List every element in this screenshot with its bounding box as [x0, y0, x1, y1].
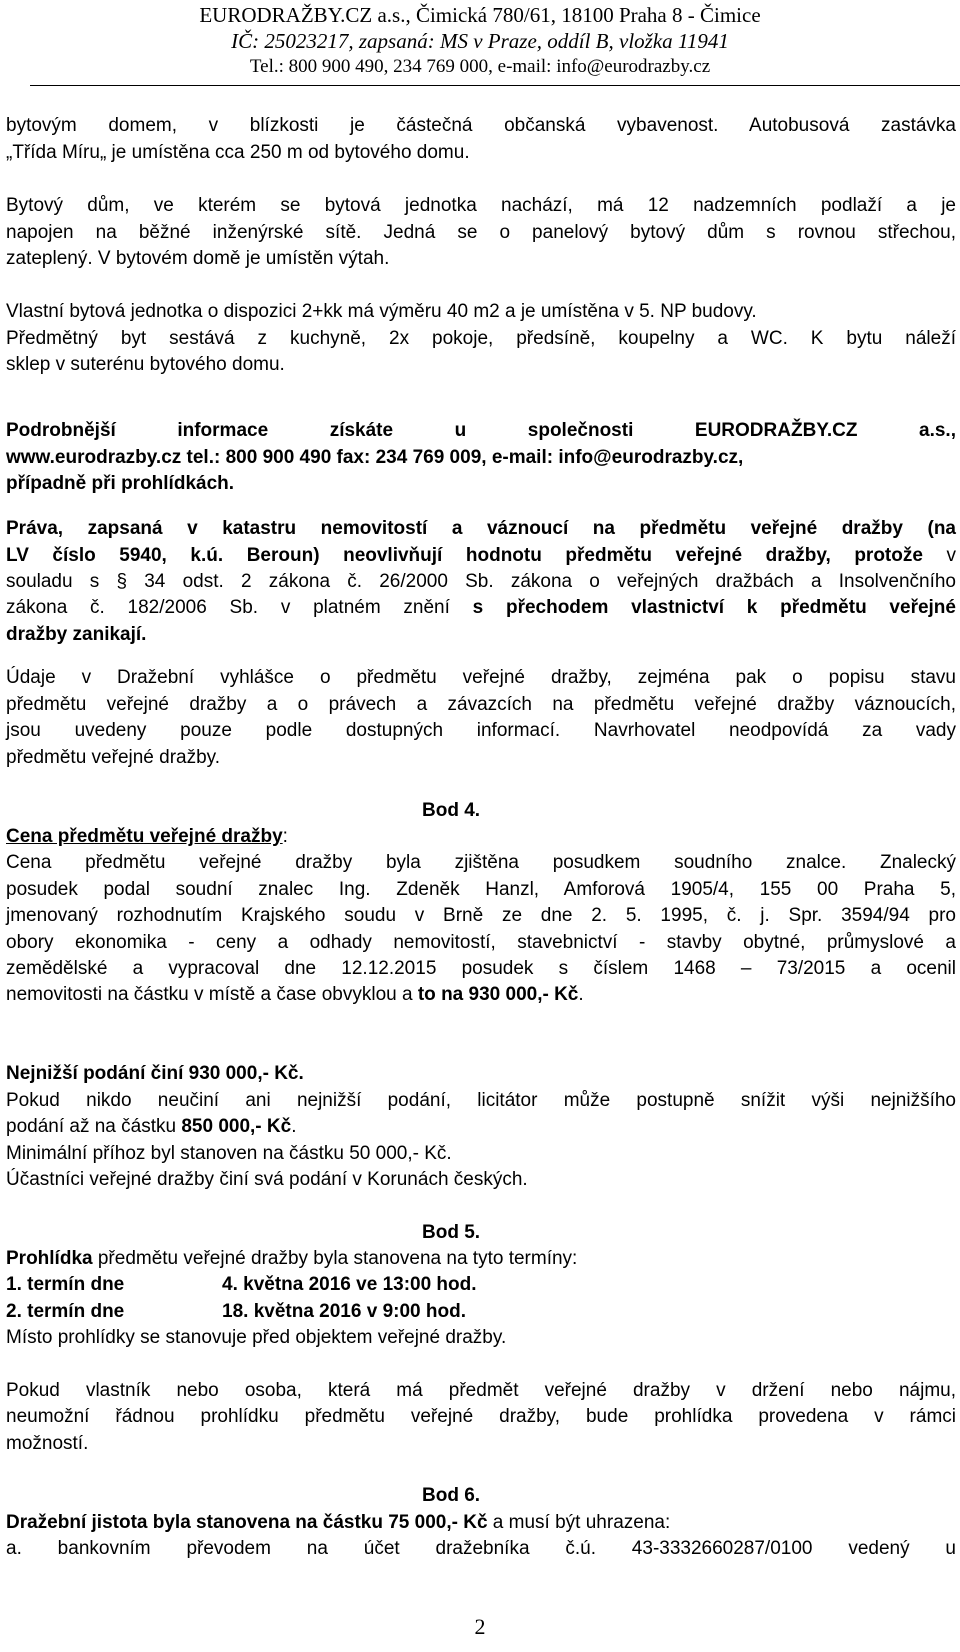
paragraph-access-line: Pokud vlastník nebo osoba, která má předmět veřejné dražby v držení nebo nájmu,	[6, 1380, 956, 1401]
deposit-text: a musí být uhrazena:	[487, 1512, 671, 1533]
rights-bold-text: LV číslo 5940, k.ú. Beroun) neovlivňují hodnotu předmětu veřejné dražby, protože	[6, 545, 923, 566]
paragraph-disclaimer-line: předmětu veřejné dražby a o právech a závazcích na předmětu veřejné dražby váznoucích,	[6, 694, 956, 715]
paragraph-rights-line: dražby zanikají.	[6, 624, 147, 645]
price-amount: to na 930 000,- Kč	[417, 984, 579, 1005]
paragraph-bid-line: Účastníci veřejné dražby činí svá podání v Korunách českých.	[6, 1169, 528, 1190]
price-text: .	[578, 984, 584, 1005]
price-title: Cena předmětu veřejné dražby	[6, 826, 283, 847]
paragraph-bid-line	[6, 1114, 956, 1141]
section-title-price	[6, 824, 956, 851]
paragraph-unit-line: sklep v suterénu bytového domu.	[6, 354, 285, 375]
inspection-label: Prohlídka	[6, 1248, 93, 1269]
paragraph-price-line: posudek podal soudní znalec Ing. Zdeněk Hanzl, Amforová 1905/4, 155 00 Praha 5,	[6, 879, 956, 900]
paragraph-price-line: obory ekonomika - ceny a odhady nemovitostí, stavebnictví - stavby obytné, průmyslové a	[6, 932, 956, 953]
bid-amount: 850 000,- Kč	[181, 1116, 292, 1137]
section-heading-bod-6: Bod 6.	[422, 1485, 481, 1506]
rights-text: v	[922, 545, 957, 566]
paragraph-access-line: možností.	[6, 1433, 89, 1454]
paragraph-price-line: jmenovaný rozhodnutím Krajského soudu v Brně ze dne 2. 5. 1995, č. j. Spr. 3594/94 pro	[6, 905, 956, 926]
paragraph-bid-line: Pokud nikdo neučiní ani nejnižší podání, licitátor může postupně snížit výši nejnižšího	[6, 1090, 956, 1111]
price-title-colon: :	[282, 826, 288, 847]
section-heading-bod-4: Bod 4.	[422, 800, 481, 821]
paragraph-price-line: Cena předmětu veřejné dražby byla zjištěna posudkem soudního znalce. Znalecký	[6, 852, 956, 873]
inspection-text: předmětu veřejné dražby byla stanovena na tyto termíny:	[92, 1248, 578, 1269]
page-number: 2	[474, 1614, 486, 1639]
header-divider	[30, 85, 960, 86]
paragraph-disclaimer-line: jsou uvedeny pouze podle dostupných informací. Navrhovatel neodpovídá za vady	[6, 720, 956, 741]
paragraph-price-line	[6, 982, 956, 1009]
letterhead-contact: Tel.: 800 900 490, 234 769 000, e-mail: info@eurodrazby.cz	[249, 56, 711, 77]
rights-text: zákona č. 182/2006 Sb. v platném znění	[6, 597, 473, 618]
bid-text: .	[291, 1116, 297, 1137]
paragraph-rights-line	[6, 595, 956, 622]
section-heading-bod-5: Bod 5.	[422, 1222, 481, 1243]
paragraph-unit-line: Předmětný byt sestává z kuchyně, 2x pokoje, předsíně, koupelny a WC. K bytu náleží	[6, 328, 956, 349]
price-text: nemovitosti na částku v místě a čase obvyklou a	[6, 984, 418, 1005]
letterhead-registration: IČ: 25023217, zapsaná: MS v Praze, oddíl B, vložka 11941	[231, 29, 729, 53]
paragraph-building-line: Bytový dům, ve kterém se bytová jednotka nachází, má 12 nadzemních podlaží a je	[6, 195, 956, 216]
term-1-label: 1. termín dne	[6, 1274, 125, 1295]
paragraph-price-line: zemědělské a vypracoval dne 12.12.2015 posudek s číslem 1468 – 73/2015 a ocenil	[6, 958, 956, 979]
lowest-bid-heading: Nejnižší podání činí 930 000,- Kč.	[6, 1063, 304, 1084]
term-2-label: 2. termín dne	[6, 1301, 125, 1322]
paragraph-inspection-line: Místo prohlídky se stanovuje před objektem veřejné dražby.	[6, 1327, 507, 1348]
paragraph-contact-line: www.eurodrazby.cz tel.: 800 900 490 fax: 234 769 009, e-mail: info@eurodrazby.cz,	[6, 447, 744, 468]
paragraph-deposit-line: a. bankovním převodem na účet dražebníka č.ú. 43-3332660287/0100 vedený u	[6, 1538, 956, 1559]
paragraph-access-line: neumožní řádnou prohlídku předmětu veřejné dražby, bude prohlídka provedena v rámci	[6, 1406, 956, 1427]
letterhead-company: EURODRAŽBY.CZ a.s., Čimická 780/61, 18100 Praha 8 - Čimice	[199, 3, 761, 27]
paragraph-contact-line: případně při prohlídkách.	[6, 473, 235, 494]
paragraph-bid-line: Minimální příhoz byl stanoven na částku 50 000,- Kč.	[6, 1143, 452, 1164]
paragraph-unit-line: Vlastní bytová jednotka o dispozici 2+kk má výměru 40 m2 a je umístěna v 5. NP budovy.	[6, 301, 757, 322]
inspection-term-1	[6, 1272, 956, 1299]
paragraph-rights-line: Práva, zapsaná v katastru nemovitostí a váznoucí na předmětu veřejné dražby (na	[6, 518, 956, 539]
inspection-term-2	[6, 1299, 956, 1326]
paragraph-disclaimer-line: Údaje v Dražební vyhlášce o předmětu veřejné dražby, zejména pak o popisu stavu	[6, 667, 956, 688]
paragraph-location-line: bytovým domem, v blízkosti je částečná občanská vybavenost. Autobusová zastávka	[6, 115, 956, 136]
bid-text: podání až na částku	[6, 1116, 182, 1137]
term-2-date: 18. května 2016 v 9:00 hod.	[222, 1301, 466, 1322]
paragraph-building-line: zateplený. V bytovém domě je umístěn výtah.	[6, 248, 390, 269]
paragraph-inspection-line	[6, 1246, 956, 1273]
paragraph-deposit-line	[6, 1510, 956, 1537]
paragraph-contact-line: Podrobnější informace získáte u společnosti EURODRAŽBY.CZ a.s.,	[6, 420, 956, 441]
term-1-date: 4. května 2016 ve 13:00 hod.	[222, 1274, 477, 1295]
rights-bold-text: s přechodem vlastnictví k předmětu veřejné	[472, 597, 956, 618]
paragraph-disclaimer-line: předmětu veřejné dražby.	[6, 747, 221, 768]
paragraph-location-line: „Třída Míru„ je umístěna cca 250 m od bytového domu.	[6, 142, 470, 163]
deposit-amount: Dražební jistota byla stanovena na částku 75 000,- Kč	[6, 1512, 488, 1533]
paragraph-building-line: napojen na běžné inženýrské sítě. Jedná se o panelový bytový dům s rovnou střechou,	[6, 222, 956, 243]
paragraph-rights-line: souladu s § 34 odst. 2 zákona č. 26/2000 Sb. zákona o veřejných dražbách a Insolvenčního	[6, 571, 956, 592]
paragraph-rights-line	[6, 543, 956, 570]
